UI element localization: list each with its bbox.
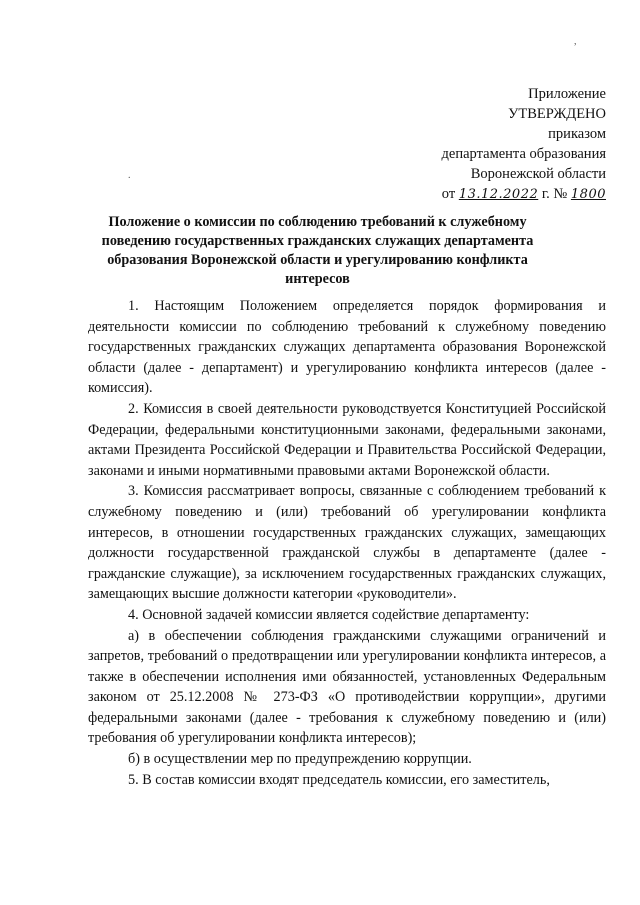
- order-label: приказом: [548, 126, 606, 142]
- scan-mark: .: [128, 170, 131, 181]
- order-number: 1800: [570, 187, 606, 202]
- paragraph: 5. В состав комиссии входят председатель комиссии, его заместитель,: [128, 771, 550, 788]
- paragraph: 4. Основной задачей комиссии является содействие департаменту:: [128, 606, 530, 623]
- scan-mark: ,: [574, 36, 577, 47]
- paragraph: б) в осуществлении мер по предупреждению коррупции.: [128, 751, 472, 768]
- approved-label: УТВЕРЖДЕНО: [508, 106, 606, 122]
- order-date: 13.12.2022: [458, 187, 539, 202]
- region-label: Воронежской области: [470, 166, 606, 182]
- paragraph: 1. Настоящим Положением определяется порядок формирования и деятельности комиссии по соблюдению требований к служебному поведению государственных гражданских служащих департамента образования Воронежской области (далее - департамент) и урегулированию конфликта интересов (далее - комиссия).: [88, 298, 606, 397]
- document-body: [88, 296, 606, 790]
- order-date-line: [346, 184, 606, 205]
- approval-header: [346, 84, 606, 205]
- paragraph: 2. Комиссия в своей деятельности руководствуется Конституцией Российской Федерации, федеральными конституционными законами, федеральными законами, актами Президента Российской Федерации и Правительства Российской Федерации, законами и иными нормативными правовыми актами Воронежской области.: [88, 400, 606, 479]
- paragraph: 3. Комиссия рассматривает вопросы, связанные с соблюдением требований к служебному поведению и (или) требований об урегулировании конфликта интересов, в отношении государственных гражданских служащих, замещающих должности государственной гражданской службы в департаменте (далее - гражданские служащие), за исключением государственных гражданских служащих, замещающих высшие должности категории «руководители».: [88, 483, 606, 603]
- appendix-label: Приложение: [528, 86, 606, 102]
- department-label: департамента образования: [441, 146, 606, 162]
- from-label: от: [441, 186, 456, 202]
- document-title: Положение о комиссии по соблюдению требований к служебному поведению государственных гражданских служащих департамента образования Воронежской области и урегулированию конфликта интересов: [101, 214, 534, 287]
- paragraph: а) в обеспечении соблюдения гражданскими служащими ограничений и запретов, требований о предотвращении или урегулировании конфликта интересов, а также в обеспечении исполнения ими обязанностей, установленных Федеральным законом от 25.12.2008 № 273-ФЗ «О противодействии коррупции», другими федеральными законами (далее - требования к служебному поведению и (или) требования об урегулировании конфликта интересов);: [88, 627, 606, 747]
- year-number-label: г. №: [541, 186, 568, 202]
